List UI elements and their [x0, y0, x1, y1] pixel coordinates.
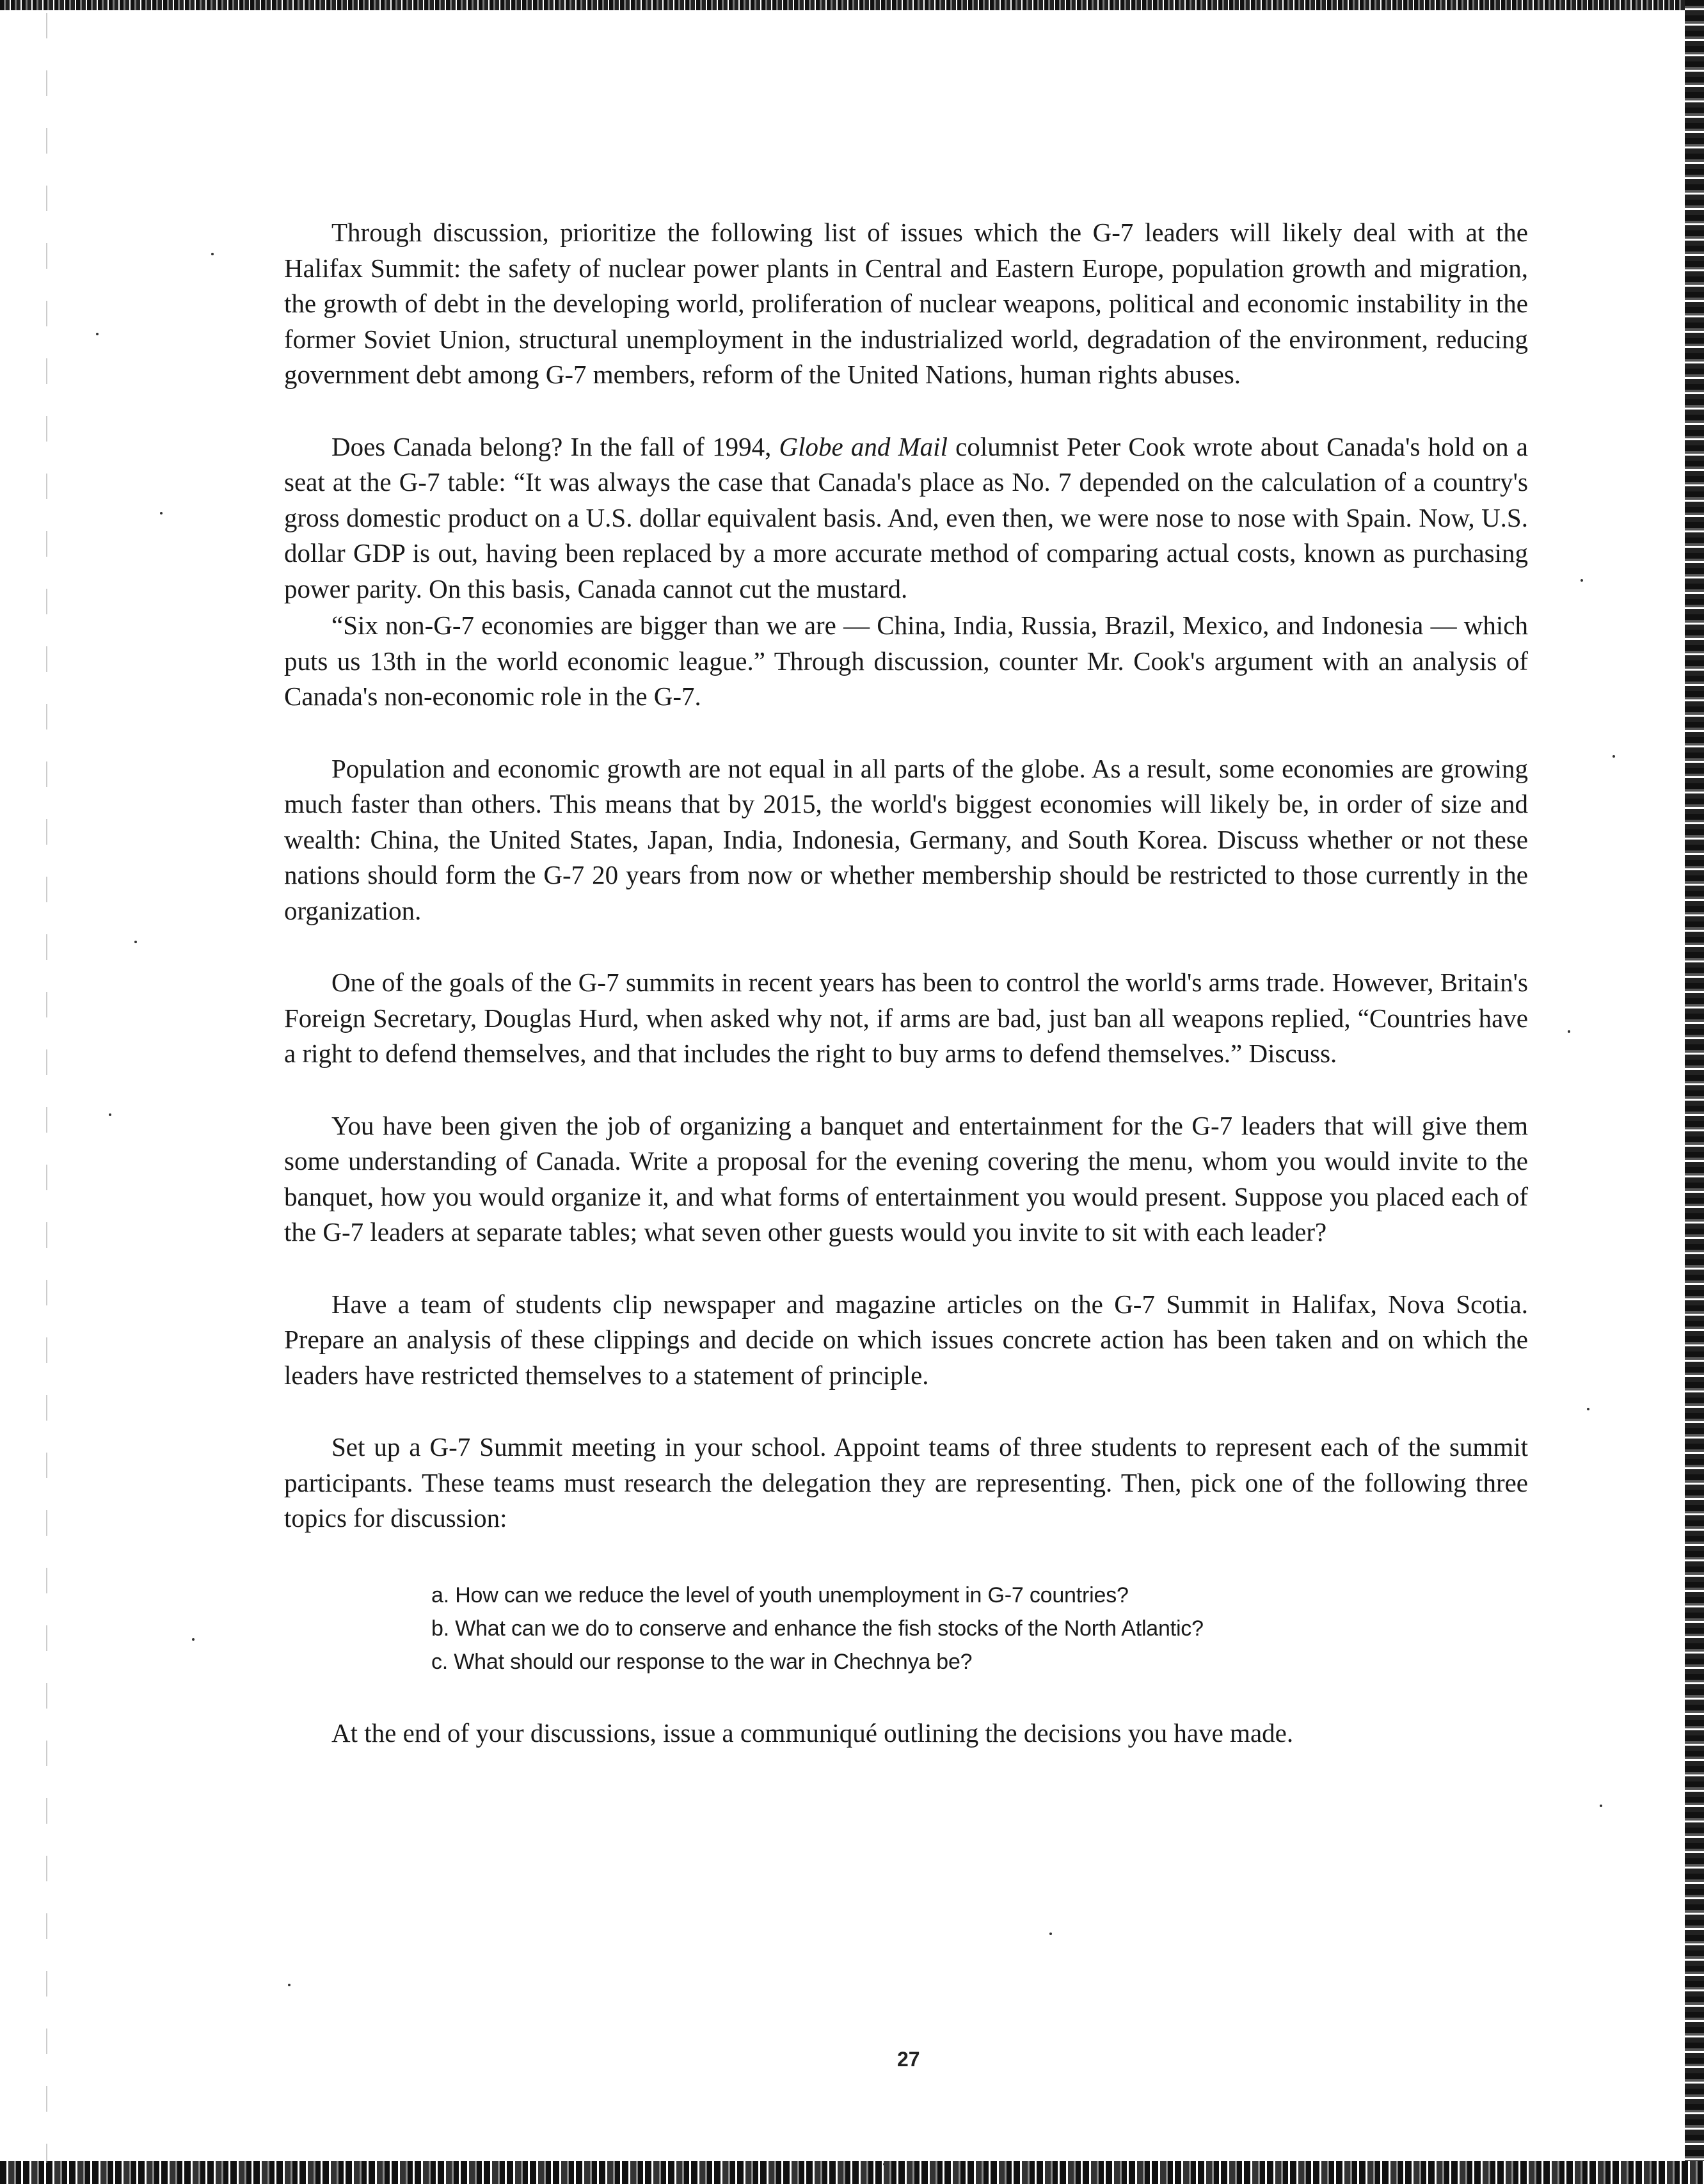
- paragraph-closing: At the end of your discussions, issue a communiqué outlining the decisions you have made.: [331, 1718, 1294, 1748]
- list-item: b. What can we do to conserve and enhance the fish stocks of the North Atlantic?: [431, 1616, 1204, 1641]
- paragraph-banquet: You have been given the job of organizing a banquet and entertainment for the G-7 leaders that will give them some understanding of Canada. Write a proposal for the evening covering the menu, whom you would invite to the banquet, how you would organize it, and what forms of entertainment you would present. Suppose you placed each of the G-7 leaders at separate tables; what seven other guests would you invite to sit with each leader?: [284, 1110, 1528, 1247]
- page-content: [284, 215, 1528, 1751]
- paragraph-population-growth: Population and economic growth are not equal in all parts of the globe. As a result, some economies are growing much faster than others. This means that by 2015, the world's biggest economies will likely be, in order of size and wealth: China, the United States, Japan, India, Indonesia, Germany, and South Korea. Discuss whether or not these nations should form the G-7 20 years from now or whether membership should be restricted to those currently in the organization.: [284, 753, 1528, 925]
- paragraph-six-economies: “Six non-G-7 economies are bigger than we are — China, India, Russia, Brazil, Mexico, and Indonesia — which puts us 13th in the world economic league.” Through discussion, counter Mr. Cook's argument with an analysis of Canada's non-economic role in the G-7.: [284, 610, 1528, 711]
- topics-list: [431, 1579, 1528, 1678]
- scan-edge-bottom: [0, 2161, 1704, 2184]
- list-item: c. What should our response to the war in Chechnya be?: [431, 1649, 973, 1674]
- paragraph-canada-belong: Does Canada belong? In the fall of 1994, Globe and Mail columnist Peter Cook wrote about Canada's hold on a seat at the G-7 table: “It was always the case that Canada's place as No. 7 depended on the calculation of a country's gross domestic product on a U.S. dollar equivalent basis. And, even then, we were nose to nose with Spain. Now, U.S. dollar GDP is out, having been replaced by a more accurate method of comparing actual costs, known as purchasing power parity. On this basis, Canada cannot cut the mustard.: [284, 431, 1528, 603]
- paragraph-priority-issues: Through discussion, prioritize the following list of issues which the G-7 leaders will likely deal with at the Halifax Summit: the safety of nuclear power plants in Central and Eastern Europe, population growth and migration, the growth of debt in the developing world, proliferation of nuclear weapons, political and economic instability in the former Soviet Union, structural unemployment in the industrialized world, degradation of the environment, reducing government debt among G-7 members, reform of the United Nations, human rights abuses.: [284, 218, 1528, 389]
- paragraph-arms-trade: One of the goals of the G-7 summits in recent years has been to control the world's arms trade. However, Britain's Foreign Secretary, Douglas Hurd, when asked why not, if arms are bad, just ban all weapons replied, “Countries have a right to defend themselves, and that includes the right to buy arms to defend themselves.” Discuss.: [284, 968, 1528, 1068]
- scan-edge-top: [0, 0, 1704, 10]
- scan-edge-right: [1685, 0, 1704, 2184]
- paragraph-clippings: Have a team of students clip newspaper and magazine articles on the G-7 Summit in Halifax, Nova Scotia. Prepare an analysis of these clippings and decide on which issues concrete action has been taken and on which the leaders have restricted themselves to a statement of principle.: [284, 1289, 1528, 1390]
- list-item: a. How can we reduce the level of youth unemployment in G-7 countries?: [431, 1582, 1129, 1607]
- scan-edge-left: [46, 13, 47, 2163]
- publication-title: Globe and Mail: [779, 431, 948, 461]
- paragraph-summit-meeting: Set up a G-7 Summit meeting in your school. Appoint teams of three students to represent each of the summit participants. These teams must research the delegation they are representing. Then, pick one of the following three topics for discussion:: [284, 1432, 1528, 1533]
- page-number: 27: [897, 2048, 920, 2071]
